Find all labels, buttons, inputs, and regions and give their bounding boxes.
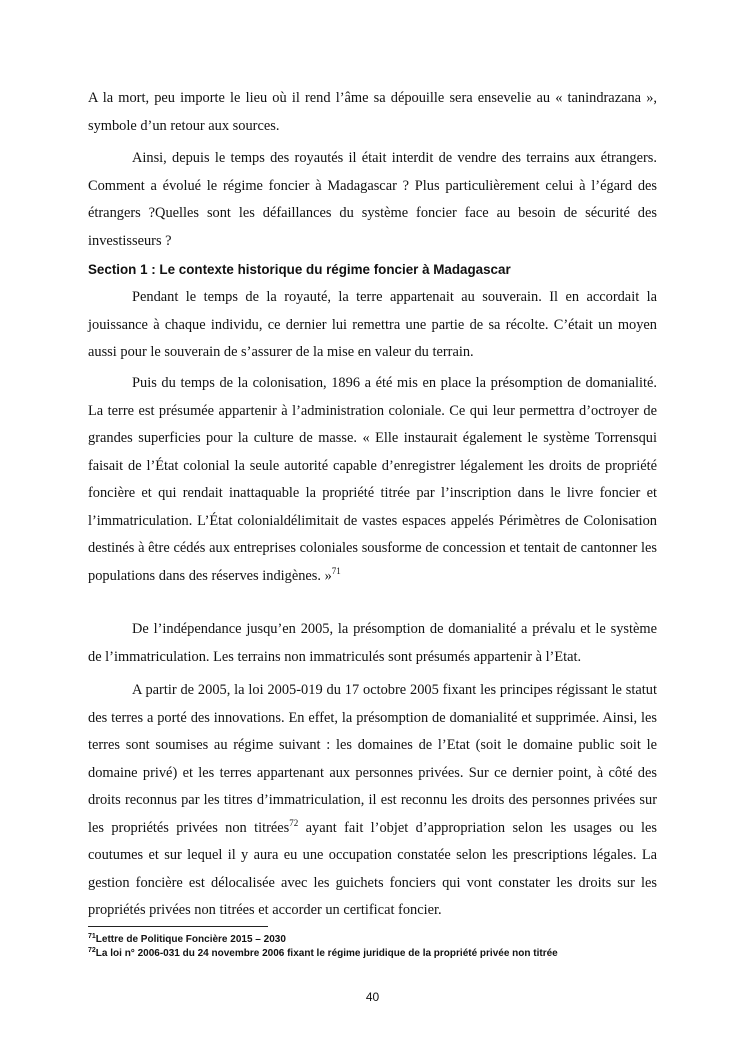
paragraph-3 xyxy=(88,284,657,367)
paragraph-6-text-b: ayant fait l’objet d’appropriation selon les usages ou les coutumes et sur lequel il y aura eu une occupation constatée selon les prescriptions légales. La gestion foncière est délocalisée avec les guichets fonciers qui vont constater les droits sur les propriétés privées non titrées et accorder un certificat foncier. xyxy=(88,819,657,918)
paragraph-1 xyxy=(88,85,657,140)
paragraph-3-text: Pendant le temps de la royauté, la terre appartenait au souverain. Il en accordait la jouissance à chaque individu, ce dernier lui remettra une partie de sa récolte. C’était un moyen aussi pour le souverain de s’assurer de la mise en valeur du terrain. xyxy=(88,289,657,360)
footnote-71 xyxy=(88,933,286,947)
paragraph-4-text: Puis du temps de la colonisation, 1896 a été mis en place la présomption de domanialité. La terre est présumée appartenir à l’administration coloniale. Ce qui leur permettra d’octroyer de grandes superficies pour la culture de masse. « Elle instaurait également le système Torrensqui faisait de l’État colonial la seule autorité capable d’enregistrer légalement les droits de propriété foncière et qui rendait inattaquable la propriété titrée par l’inscription dans le livre foncier et l’immatriculation. L’État colonialdélimitait de vastes espaces appelés Périmètres de Colonisation destinés à être cédés aux entreprises coloniales sousforme de concession et tentait de cantonner les populations dans des réserves indigènes. » xyxy=(88,375,657,584)
footnote-71-text: Lettre de Politique Foncière 2015 – 2030 xyxy=(95,934,286,945)
paragraph-6 xyxy=(88,677,657,925)
paragraph-1-text: A la mort, peu importe le lieu où il rend l’âme sa dépouille sera ensevelie au « tanindrazana », symbole d’un retour aux sources. xyxy=(88,90,657,134)
page-number: 40 xyxy=(365,990,380,1004)
footnote-ref-72: 72 xyxy=(289,817,299,828)
paragraph-4 xyxy=(88,370,657,590)
footnote-ref-71: 71 xyxy=(331,565,341,576)
section-heading: Section 1 : Le contexte historique du régime foncier à Madagascar xyxy=(88,262,511,277)
footnote-72-number: 72 xyxy=(88,947,96,954)
paragraph-2-text: Ainsi, depuis le temps des royautés il était interdit de vendre des terrains aux étrangers. Comment a évolué le régime foncier à Madagascar ? Plus particulièrement celui à l’égard des étrangers ?Quelles sont les défaillances du système foncier face au besoin de sécurité des investisseurs ? xyxy=(88,150,657,249)
paragraph-5 xyxy=(88,616,657,671)
footnote-71-number: 71 xyxy=(88,933,96,940)
paragraph-5-text: De l’indépendance jusqu’en 2005, la présomption de domanialité a prévalu et le système de l’immatriculation. Les terrains non immatriculés sont présumés appartenir à l’Etat. xyxy=(88,621,657,665)
paragraph-6-text-a: A partir de 2005, la loi 2005-019 du 17 octobre 2005 fixant les principes régissant le statut des terres a porté des innovations. En effet, la présomption de domanialité et supprimée. Ainsi, les terres sont soumises au régime suivant : les domaines de l’Etat (soit le domaine public soit le domaine privé) et les terres appartenant aux personnes privées. Sur ce dernier point, à côté des droits reconnus par les titres d’immatriculation, il est reconnu les droits des personnes privées sur les propriétés privées non titrées xyxy=(88,682,657,836)
footnote-72 xyxy=(88,947,558,961)
paragraph-2 xyxy=(88,145,657,255)
footnote-divider xyxy=(88,926,268,927)
footnote-72-text: La loi n° 2006-031 du 24 novembre 2006 fixant le régime juridique de la propriété privée non titrée xyxy=(95,948,558,959)
